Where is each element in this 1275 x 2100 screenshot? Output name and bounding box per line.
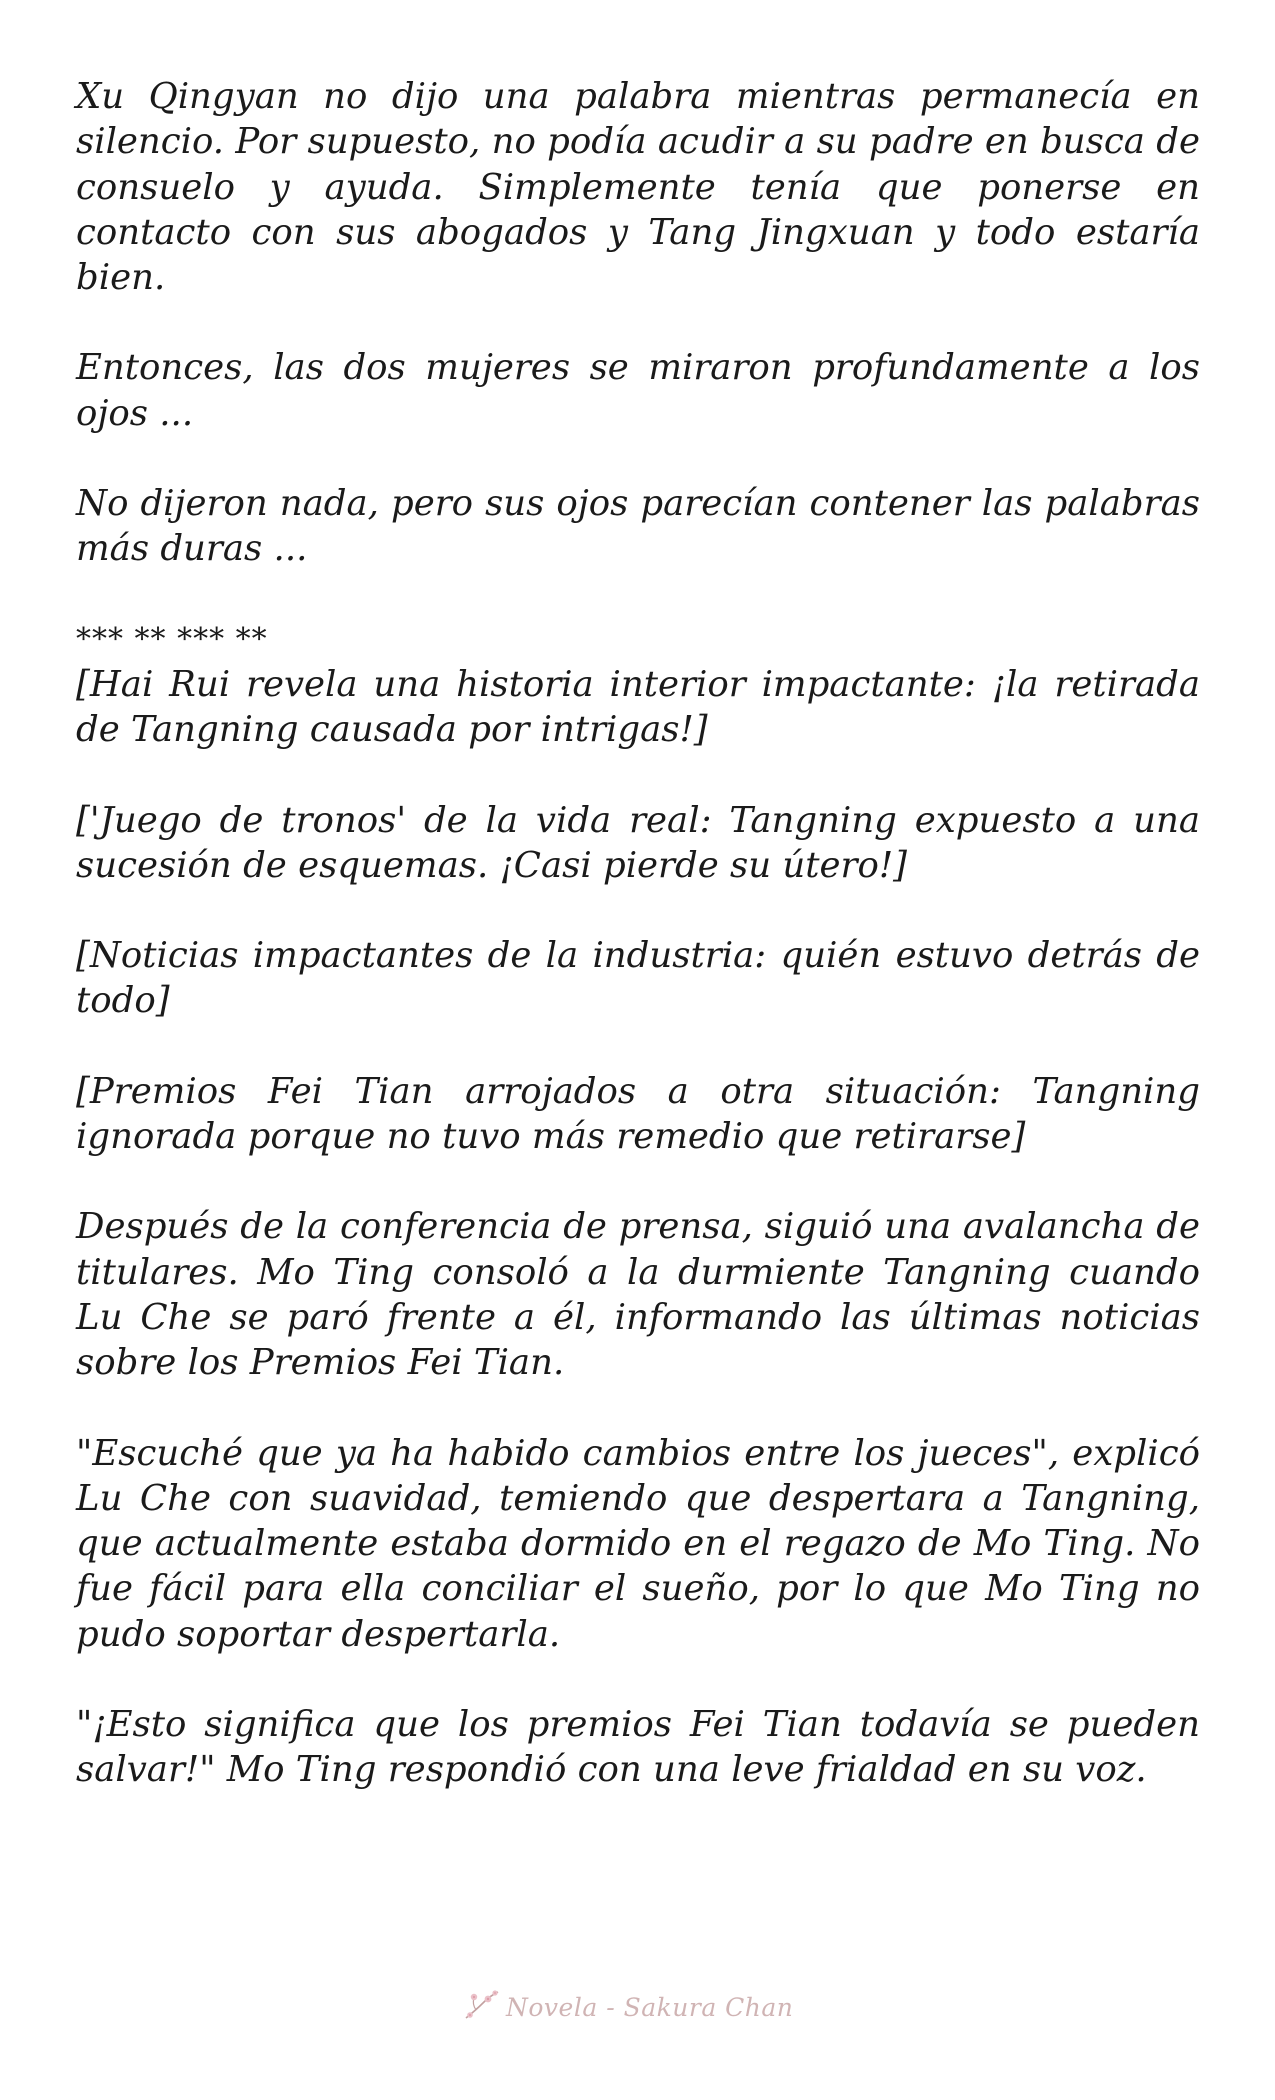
paragraph: "Escuché que ya ha habido cambios entre los jueces", explicó Lu Che con suavidad, temiendo que despertara a Tangning, que actualmente estaba dormido en el regazo de Mo Ting. No fue fácil para ella conciliar el sueño, por lo que Mo Ting no pudo soportar despertarla.: [76, 1432, 1200, 1655]
paragraph: Xu Qingyan no dijo una palabra mientras permanecía en silencio. Por supuesto, no podía acudir a su padre en busca de consuelo y ayuda. Simplemente tenía que ponerse en contacto con sus abogados y Tang Jingxuan y todo estaría bien.: [76, 76, 1200, 299]
paragraph: No dijeron nada, pero sus ojos parecían contener las palabras más duras ...: [76, 483, 1200, 570]
watermark: [462, 1988, 793, 2026]
cherry-blossom-icon: [462, 1988, 502, 2026]
headline: ['Juego de tronos' de la vida real: Tangning expuesto a una sucesión de esquemas. ¡Casi pierde su útero!]: [76, 799, 1200, 886]
paragraph: "¡Esto significa que los premios Fei Tian todavía se pueden salvar!" Mo Ting respondió con una leve frialdad en su voz.: [76, 1704, 1200, 1791]
chapter-text: [76, 74, 1200, 1838]
scene-separator: *** ** *** **: [76, 621, 268, 657]
headline: [Noticias impactantes de la industria: quién estuvo detrás de todo]: [76, 935, 1200, 1022]
watermark-text: Novela - Sakura Chan: [506, 1992, 794, 2022]
paragraph: Entonces, las dos mujeres se miraron profundamente a los ojos ...: [76, 347, 1200, 434]
headline: [Hai Rui revela una historia interior impactante: ¡la retirada de Tangning causada por intrigas!]: [76, 663, 1200, 751]
headline: [Premios Fei Tian arrojados a otra situación: Tangning ignorada porque no tuvo más remedio que retirarse]: [76, 1070, 1200, 1158]
paragraph: Después de la conferencia de prensa, siguió una avalancha de titulares. Mo Ting consoló a la durmiente Tangning cuando Lu Che se paró frente a él, informando las últimas noticias sobre los Premios Fei Tian.: [76, 1206, 1200, 1384]
